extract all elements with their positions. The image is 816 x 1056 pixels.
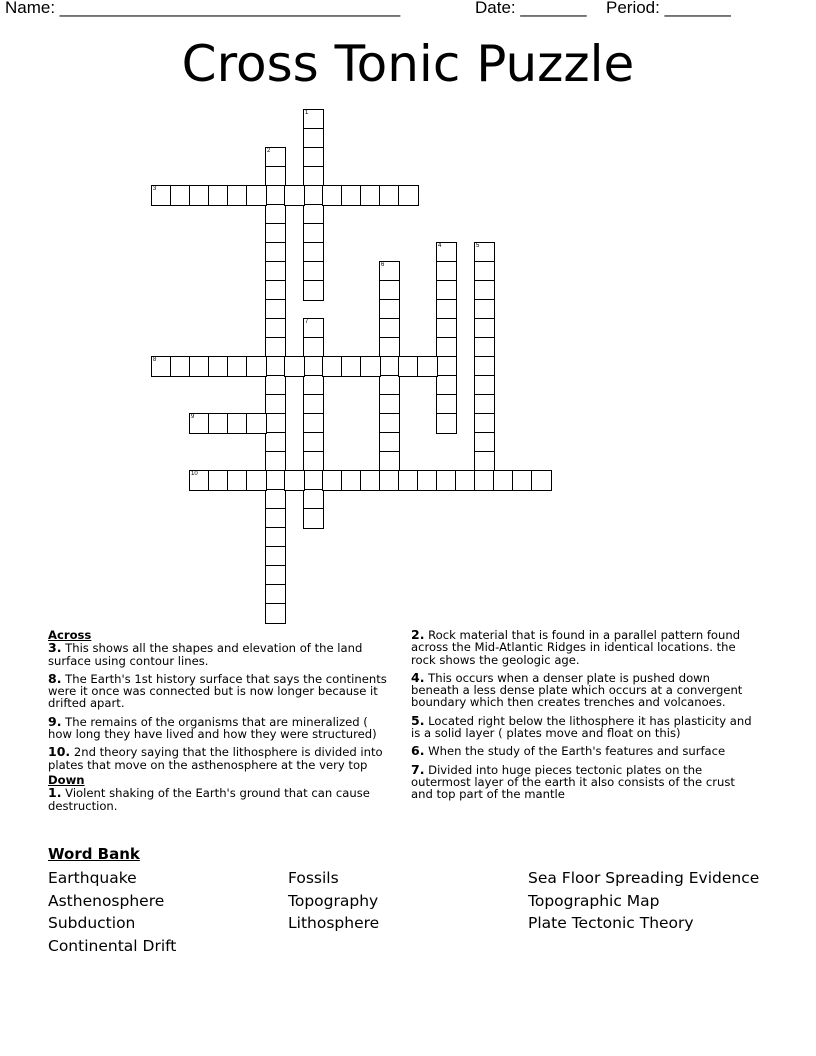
- crossword-cell[interactable]: [265, 546, 286, 567]
- crossword-cell[interactable]: [265, 204, 286, 225]
- crossword-cell[interactable]: [189, 356, 210, 377]
- crossword-cell[interactable]: [246, 356, 267, 377]
- crossword-cell[interactable]: [227, 185, 248, 206]
- crossword-cell[interactable]: [284, 356, 305, 377]
- crossword-cell[interactable]: [379, 413, 400, 434]
- crossword-cell[interactable]: [208, 470, 229, 491]
- clue-number: 7.: [411, 761, 425, 777]
- clue-across-8: [48, 670, 393, 711]
- clue-number: 10.: [48, 744, 71, 760]
- crossword-cell[interactable]: [322, 356, 343, 377]
- crossword-cell[interactable]: [265, 508, 286, 529]
- crossword-cell[interactable]: [303, 109, 324, 130]
- clue-number: 5.: [411, 712, 425, 728]
- crossword-cell[interactable]: [265, 470, 286, 491]
- crossword-cell[interactable]: [303, 261, 324, 282]
- word-bank-item: Lithosphere: [288, 914, 380, 933]
- crossword-cell[interactable]: [436, 394, 457, 415]
- crossword-cell[interactable]: [208, 356, 229, 377]
- crossword-cell[interactable]: [265, 413, 286, 434]
- crossword-cell[interactable]: [246, 185, 267, 206]
- crossword-cell[interactable]: [284, 470, 305, 491]
- crossword-cell[interactable]: [474, 451, 495, 472]
- clue-down-1: [48, 787, 393, 812]
- crossword-cell[interactable]: [265, 337, 286, 358]
- crossword-cell[interactable]: [436, 356, 457, 377]
- crossword-cell[interactable]: [360, 356, 381, 377]
- crossword-cell[interactable]: [341, 185, 362, 206]
- down-heading: Down: [48, 772, 85, 787]
- word-bank-column-2: [288, 867, 379, 935]
- crossword-cell[interactable]: [474, 261, 495, 282]
- crossword-cell[interactable]: [265, 451, 286, 472]
- crossword-cell[interactable]: [151, 185, 172, 206]
- crossword-cell[interactable]: [227, 413, 248, 434]
- crossword-cell[interactable]: [436, 413, 457, 434]
- crossword-cell[interactable]: [436, 299, 457, 320]
- clue-text: The Earth's 1st history surface that says the continents were it once was connected but is now longer because it drifted apart.: [48, 671, 387, 711]
- clue-number: 2.: [411, 627, 425, 642]
- crossword-cell[interactable]: [436, 337, 457, 358]
- crossword-cell[interactable]: [436, 318, 457, 339]
- clue-down-6: [411, 745, 756, 757]
- crossword-cell[interactable]: [436, 261, 457, 282]
- across-heading: Across: [48, 628, 92, 642]
- crossword-cell[interactable]: [474, 299, 495, 320]
- crossword-cell[interactable]: [265, 147, 286, 168]
- crossword-cell[interactable]: [189, 470, 210, 491]
- crossword-cell[interactable]: [303, 508, 324, 529]
- crossword-cell[interactable]: [303, 337, 324, 358]
- clue-down-5: [411, 712, 756, 741]
- clue-across-9: [48, 713, 393, 742]
- crossword-cell[interactable]: [360, 470, 381, 491]
- word-bank-column-3: [528, 867, 759, 935]
- clue-down-2: [411, 629, 756, 666]
- crossword-cell[interactable]: [474, 413, 495, 434]
- crossword-cell[interactable]: [303, 451, 324, 472]
- crossword-cell[interactable]: [474, 318, 495, 339]
- crossword-cell[interactable]: [379, 261, 400, 282]
- crossword-cell[interactable]: [265, 432, 286, 453]
- crossword-cell[interactable]: [341, 470, 362, 491]
- crossword-cell[interactable]: [379, 280, 400, 301]
- crossword-cell[interactable]: [436, 470, 457, 491]
- crossword-cell[interactable]: [493, 470, 514, 491]
- crossword-cell[interactable]: [436, 242, 457, 263]
- clue-down-7: [411, 761, 756, 802]
- clue-number: 9.: [48, 713, 62, 729]
- word-bank-item: Sea Floor Spreading Evidence: [528, 869, 760, 887]
- clue-across-10: [48, 746, 393, 771]
- crossword-cell[interactable]: [303, 375, 324, 396]
- crossword-cell[interactable]: [398, 185, 419, 206]
- crossword-cell[interactable]: [265, 356, 286, 377]
- crossword-cell[interactable]: [265, 280, 286, 301]
- crossword-cell[interactable]: [265, 318, 286, 339]
- crossword-cell[interactable]: [474, 470, 495, 491]
- crossword-cell[interactable]: [474, 280, 495, 301]
- clue-number: 3.: [48, 640, 62, 656]
- crossword-cell[interactable]: [417, 470, 438, 491]
- word-bank-column-1: [48, 867, 176, 957]
- crossword-cell[interactable]: [379, 375, 400, 396]
- crossword-cell[interactable]: [360, 185, 381, 206]
- crossword-cell[interactable]: [322, 185, 343, 206]
- crossword-cell[interactable]: [455, 470, 476, 491]
- clues-left-column: [48, 629, 393, 818]
- crossword-cell[interactable]: [379, 394, 400, 415]
- clue-down-4: [411, 669, 756, 710]
- crossword-cell[interactable]: [303, 413, 324, 434]
- word-bank-item: Subduction: [48, 914, 136, 933]
- clue-text: Located right below the lithosphere it has plasticity and is a solid layer ( plates move and float on this): [411, 713, 752, 741]
- crossword-cell[interactable]: [265, 299, 286, 320]
- crossword-cell[interactable]: [379, 299, 400, 320]
- crossword-cell[interactable]: [265, 242, 286, 263]
- crossword-cell[interactable]: [303, 204, 324, 225]
- clues-right-column: [411, 629, 756, 807]
- clue-text: Rock material that is found in a parallel pattern found across the Mid-Atlantic Ridges in identical locations. the rock shows the geologic age.: [411, 628, 741, 667]
- clue-text: This shows all the shapes and elevation of the land surface using contour lines.: [48, 641, 363, 668]
- word-bank-item: Topographic Map: [528, 891, 660, 910]
- cell-number: 9: [191, 414, 195, 420]
- crossword-cell[interactable]: [303, 318, 324, 339]
- cell-number: 5: [476, 243, 480, 249]
- clue-across-3: [48, 642, 393, 667]
- crossword-cell[interactable]: [151, 356, 172, 377]
- date-field-label: Date: _______: [475, 0, 587, 17]
- worksheet-header: [0, 0, 816, 20]
- crossword-cell[interactable]: [246, 413, 267, 434]
- cell-number: 10: [191, 471, 198, 477]
- crossword-cell[interactable]: [303, 242, 324, 263]
- clue-text: 2nd theory saying that the lithosphere is divided into plates that move on the asthenosphere at the very top: [48, 745, 383, 772]
- crossword-cell[interactable]: [189, 185, 210, 206]
- crossword-cell[interactable]: [265, 603, 286, 624]
- crossword-cell[interactable]: [303, 185, 324, 206]
- crossword-cell[interactable]: [303, 394, 324, 415]
- clue-number: 1.: [48, 785, 62, 801]
- crossword-cell[interactable]: [512, 470, 533, 491]
- crossword-cell[interactable]: [474, 375, 495, 396]
- crossword-cell[interactable]: [436, 375, 457, 396]
- crossword-cell[interactable]: [227, 356, 248, 377]
- cell-number: 7: [305, 319, 309, 325]
- crossword-cell[interactable]: [265, 223, 286, 244]
- crossword-cell[interactable]: [208, 185, 229, 206]
- crossword-cell[interactable]: [303, 280, 324, 301]
- crossword-cell[interactable]: [474, 432, 495, 453]
- crossword-cell[interactable]: [265, 185, 286, 206]
- crossword-cell[interactable]: [379, 470, 400, 491]
- cell-number: 2: [267, 148, 271, 154]
- cell-number: 6: [381, 262, 385, 268]
- crossword-cell[interactable]: [531, 470, 552, 491]
- crossword-cell[interactable]: [303, 166, 324, 187]
- crossword-cell[interactable]: [265, 565, 286, 586]
- crossword-cell[interactable]: [322, 470, 343, 491]
- clue-number: 4.: [411, 669, 425, 685]
- cell-number: 8: [153, 357, 157, 363]
- crossword-cell[interactable]: [208, 413, 229, 434]
- clue-number: 8.: [48, 670, 62, 686]
- crossword-cell[interactable]: [265, 584, 286, 605]
- crossword-cell[interactable]: [379, 185, 400, 206]
- crossword-cell[interactable]: [246, 470, 267, 491]
- word-bank-title: Word Bank: [48, 845, 140, 863]
- word-bank-item: Continental Drift: [48, 936, 177, 955]
- crossword-cell[interactable]: [303, 223, 324, 244]
- crossword-cell[interactable]: [170, 356, 191, 377]
- puzzle-title: Cross Tonic Puzzle: [181, 35, 635, 93]
- clue-text: The remains of the organisms that are mineralized ( how long they have lived and how they were structured): [48, 714, 377, 742]
- crossword-cell[interactable]: [284, 185, 305, 206]
- word-bank-item: Plate Tectonic Theory: [528, 914, 694, 933]
- crossword-cell[interactable]: [379, 451, 400, 472]
- cell-number: 1: [305, 110, 309, 116]
- crossword-cell[interactable]: [398, 470, 419, 491]
- crossword-cell[interactable]: [265, 527, 286, 548]
- crossword-cell[interactable]: [417, 356, 438, 377]
- crossword-cell[interactable]: [379, 337, 400, 358]
- crossword-cell[interactable]: [265, 375, 286, 396]
- crossword-cell[interactable]: [436, 280, 457, 301]
- crossword-cell[interactable]: [474, 394, 495, 415]
- crossword-cell[interactable]: [303, 147, 324, 168]
- word-bank-item: Fossils: [288, 869, 339, 887]
- crossword-cell[interactable]: [303, 432, 324, 453]
- crossword-cell[interactable]: [474, 242, 495, 263]
- period-field-label: Period: _______: [606, 0, 731, 17]
- crossword-cell[interactable]: [303, 128, 324, 149]
- crossword-cell[interactable]: [341, 356, 362, 377]
- crossword-cell[interactable]: [379, 318, 400, 339]
- name-field-label: Name: ____________________________________: [5, 0, 401, 17]
- crossword-cell[interactable]: [303, 470, 324, 491]
- clue-number: 6.: [411, 743, 425, 759]
- crossword-cell[interactable]: [227, 470, 248, 491]
- crossword-cell[interactable]: [474, 356, 495, 377]
- crossword-cell[interactable]: [265, 166, 286, 187]
- crossword-cell[interactable]: [265, 394, 286, 415]
- clue-text: When the study of the Earth's features and surface: [428, 744, 726, 759]
- crossword-cell[interactable]: [170, 185, 191, 206]
- crossword-cell[interactable]: [379, 356, 400, 377]
- crossword-cell[interactable]: [265, 261, 286, 282]
- word-bank-item: Topography: [288, 891, 379, 910]
- crossword-cell[interactable]: [303, 356, 324, 377]
- word-bank-item: Asthenosphere: [48, 891, 165, 910]
- crossword-cell[interactable]: [303, 489, 324, 510]
- word-bank-item: Earthquake: [48, 869, 137, 887]
- clue-text: Divided into huge pieces tectonic plates on the outermost layer of the earth it also consists of the crust and top part of the mantle: [411, 762, 735, 802]
- crossword-cell[interactable]: [379, 432, 400, 453]
- crossword-cell[interactable]: [474, 337, 495, 358]
- clue-text: Violent shaking of the Earth's ground that can cause destruction.: [48, 786, 370, 813]
- cell-number: 3: [153, 186, 157, 192]
- cell-number: 4: [438, 243, 442, 249]
- clue-text: This occurs when a denser plate is pushed down beneath a less dense plate which occurs at a convergent boundary which then creates trenches and volcanoes.: [411, 670, 743, 710]
- crossword-cell[interactable]: [398, 356, 419, 377]
- crossword-cell[interactable]: [265, 489, 286, 510]
- crossword-cell[interactable]: [189, 413, 210, 434]
